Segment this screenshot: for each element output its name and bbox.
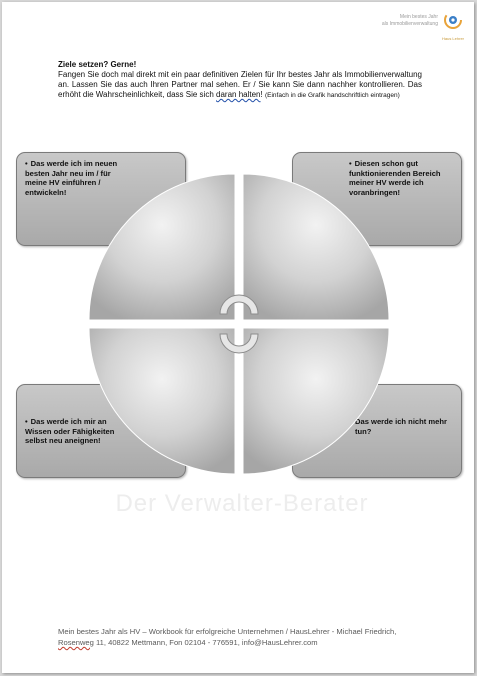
- logo-tagline-line1: Mein bestes Jahr: [399, 14, 438, 20]
- footer: [58, 626, 448, 648]
- logo: [356, 10, 466, 44]
- quadrant-bottom-left: [89, 328, 235, 474]
- quadrant-bottom-right: [243, 328, 389, 474]
- goal-text-bottom-right: Das werde ich nicht mehr tun?: [355, 417, 447, 436]
- watermark: Der Verwalter-Berater: [115, 490, 369, 517]
- footer-line1: Mein bestes Jahr als HV – Workbook für erfolgreiche Unternehmen / HausLehrer - Michael Friedrich,: [58, 627, 397, 636]
- quadrant-circle: [87, 172, 391, 476]
- intro-body-underlined: daran halten: [216, 90, 261, 99]
- goal-text-bottom-left: • Das werde ich mir an Wissen oder Fähigkeiten selbst neu aneignen!: [25, 417, 129, 446]
- goal-text-top-left: • Das werde ich im neuen besten Jahr neu im / für meine HV einführen / entwickeln!: [25, 159, 133, 197]
- intro-body: [58, 70, 422, 100]
- footer-line2: [58, 637, 448, 648]
- footer-contact: 11, 40822 Mettmann, Fon 02104 - 776591, info@HausLehrer.com: [93, 638, 318, 647]
- intro-hint: (Einfach in die Grafik handschriftlich eintragen): [264, 92, 400, 99]
- quadrant-top-left: [89, 174, 235, 320]
- intro-title: Ziele setzen? Gerne!: [58, 60, 137, 69]
- quadrant-top-right: [243, 174, 389, 320]
- intro-section: [58, 60, 422, 100]
- house-logo-icon: [440, 10, 466, 36]
- logo-tagline: [382, 14, 438, 28]
- document-page: [2, 2, 474, 673]
- intro-body-text: Fangen Sie doch mal direkt mit ein paar definitiven Zielen für Ihr bestes Jahr als Immobilienverwaltung an. Lassen Sie das auch Ihren Partner mal sehen. Er / Sie kann Sie dann nachher kontrollieren. Das erhöht die Wahrscheinlichkeit, dass Sie sich: [58, 70, 422, 99]
- intro-body-end: !: [260, 90, 263, 99]
- goal-text-top-right: • Diesen schon gut funktionierenden Bereich meiner HV werde ich voranbringen!: [349, 159, 457, 197]
- footer-street: Rosenweg: [58, 638, 94, 647]
- logo-tagline-line2: als Immobilienverwaltung: [381, 21, 438, 27]
- logo-brand: Haus Lehrer: [441, 36, 464, 41]
